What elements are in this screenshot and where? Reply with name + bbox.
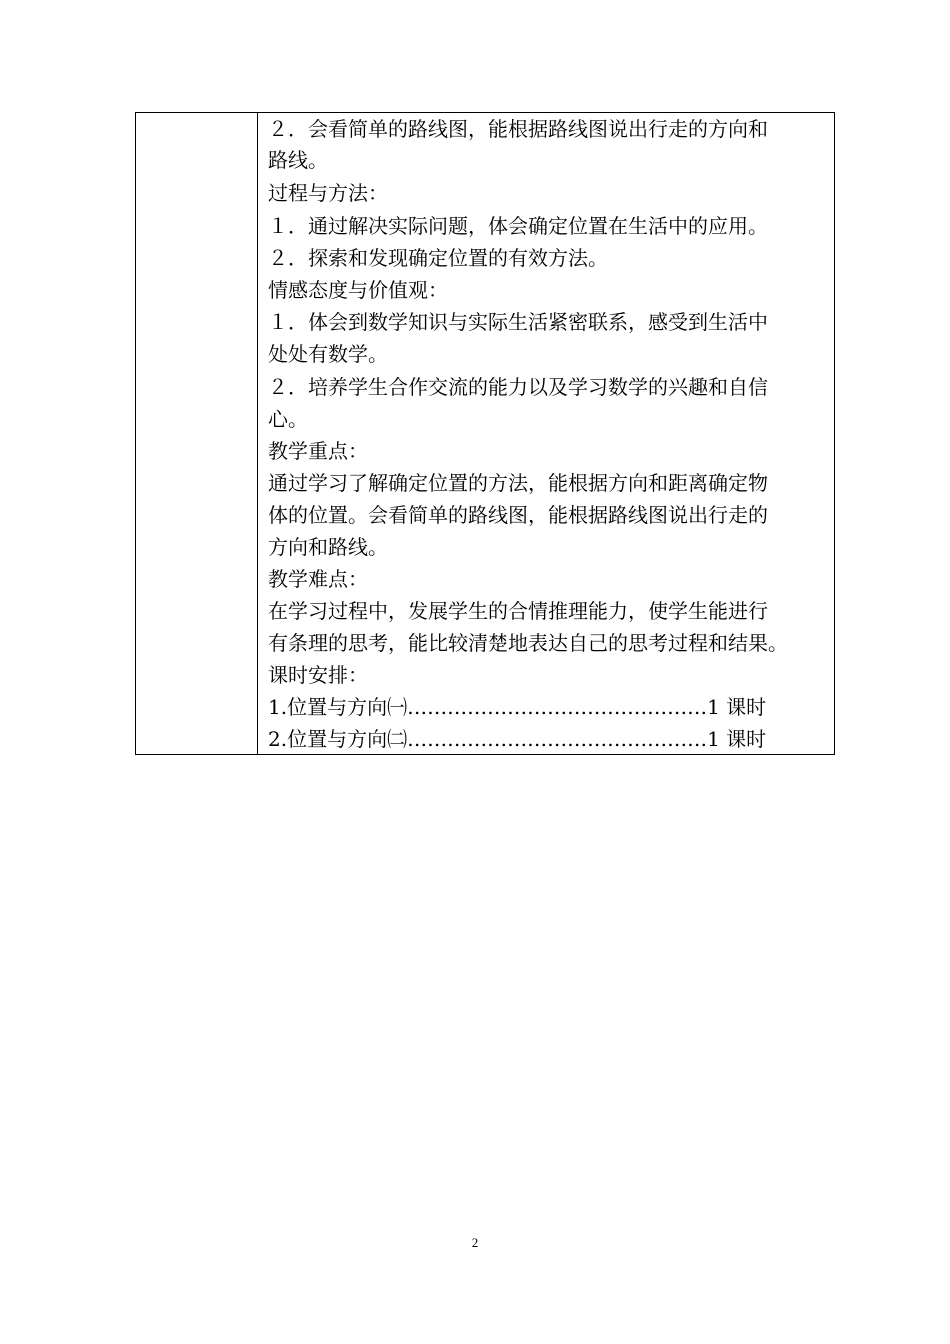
schedule-item: 1.位置与方向㈠………………………………………1 课时: [268, 695, 767, 719]
section-heading-attitude: 情感态度与价值观：: [268, 278, 448, 302]
content-line: 通过学习了解确定位置的方法，能根据方向和距离确定物: [268, 471, 768, 495]
content-line: 路线。: [268, 148, 328, 172]
content-line: 有条理的思考，能比较清楚地表达自己的思考过程和结果。: [268, 631, 788, 655]
lesson-plan-table: [135, 112, 835, 755]
page-number: 2: [471, 1235, 479, 1250]
content-line: 处处有数学。: [268, 342, 388, 366]
content-line: ２．会看简单的路线图，能根据路线图说出行走的方向和: [268, 117, 768, 141]
content-line: １．通过解决实际问题，体会确定位置在生活中的应用。: [268, 214, 768, 238]
table-content-cell: [258, 113, 834, 754]
section-heading-schedule: 课时安排：: [268, 663, 368, 687]
content-line: 方向和路线。: [268, 535, 388, 559]
section-heading-process: 过程与方法：: [268, 181, 388, 205]
content-line: ２．培养学生合作交流的能力以及学习数学的兴趣和自信: [268, 375, 768, 399]
schedule-item: 2.位置与方向㈡………………………………………1 课时: [268, 727, 767, 751]
content-line: ２．探索和发现确定位置的有效方法。: [268, 246, 608, 270]
table-label-cell: [136, 113, 258, 754]
content-line: １．体会到数学知识与实际生活紧密联系，感受到生活中: [268, 310, 768, 334]
section-heading-key-points: 教学重点：: [268, 439, 368, 463]
section-heading-difficulties: 教学难点：: [268, 567, 368, 591]
content-line: 体的位置。会看简单的路线图，能根据路线图说出行走的: [268, 503, 768, 527]
content-line: 心。: [268, 407, 308, 431]
content-line: 在学习过程中，发展学生的合情推理能力，使学生能进行: [268, 599, 768, 623]
